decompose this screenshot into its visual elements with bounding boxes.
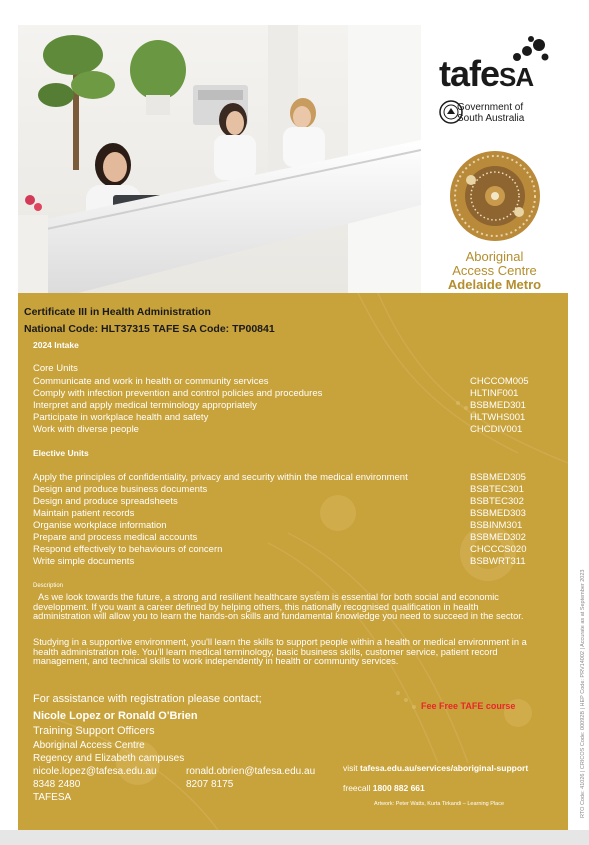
unit-name: Design and produce spreadsheets xyxy=(33,496,178,507)
unit-name: Apply the principles of confidentiality, privacy and security within the medical environment xyxy=(33,472,408,483)
core-units-heading: Core Units xyxy=(33,363,78,374)
aac-line3: Adelaide Metro xyxy=(447,277,542,292)
intake-label: 2024 Intake xyxy=(33,340,79,350)
unit-code: CHCCOM005 xyxy=(470,376,529,387)
unit-code: BSBTEC302 xyxy=(470,496,524,507)
unit-name: Maintain patient records xyxy=(33,508,135,519)
tafesa-logo: tafeSA xyxy=(439,53,534,94)
unit-name: Respond effectively to behaviours of concern xyxy=(33,544,223,555)
unit-code: CHCDIV001 xyxy=(470,424,523,435)
fee-free-badge: Fee Free TAFE course xyxy=(421,701,516,711)
unit-code: BSBMED302 xyxy=(470,532,526,543)
unit-code: BSBMED305 xyxy=(470,472,526,483)
unit-name: Work with diverse people xyxy=(33,424,139,435)
contact-campuses: Regency and Elizabeth campuses xyxy=(33,753,185,764)
unit-code: BSBWRT311 xyxy=(470,556,526,567)
unit-name: Interpret and apply medical terminology appropriately xyxy=(33,400,257,411)
unit-name: Design and produce business documents xyxy=(33,484,208,495)
unit-code: HLTWHS001 xyxy=(470,412,526,423)
unit-name: Organise workplace information xyxy=(33,520,167,531)
email-nicole-link[interactable]: nicole.lopez@tafesa.edu.au xyxy=(33,766,157,777)
unit-code: BSBMED303 xyxy=(470,508,526,519)
contact-centre: Aboriginal Access Centre xyxy=(33,740,145,751)
aac-line1: Aboriginal xyxy=(465,249,524,264)
aac-line2: Access Centre xyxy=(452,263,537,278)
unit-name: Prepare and process medical accounts xyxy=(33,532,198,543)
unit-name: Comply with infection prevention and control policies and procedures xyxy=(33,388,323,399)
unit-name: Participate in workplace health and safety xyxy=(33,412,209,423)
description-paragraph-2: Studying in a supportive environment, you'll learn the skills to support people within a health or medical environment in a health administration role. You'll learn medical terminology, basic business skills, customer service, patient record management, and technical skills to work independently in health or community services. xyxy=(33,637,527,667)
description-paragraph-1: As we look towards the future, a strong and resilient healthcare system is essential for both social and economic development. If you want a career defined by helping others, this nationally recognised qualification in health administration will allow you to learn the hands-on skills and fundamental knowledge you need to succeed in the sector. xyxy=(33,592,524,622)
org-name: TAFESA xyxy=(33,792,72,803)
course-codes: National Code: HLT37315 TAFE SA Code: TP00841 xyxy=(24,323,275,335)
unit-code: HLTINF001 xyxy=(470,388,519,399)
phone-ronald: 8207 8175 xyxy=(186,779,234,790)
course-title: Certificate III in Health Administration xyxy=(24,306,211,318)
contact-intro: For assistance with registration please contact; xyxy=(33,693,262,705)
artwork-credit: Artwork: Peter Watts, Kurta Tirkandi – Learning Place xyxy=(374,801,505,807)
page-bottom-edge xyxy=(0,830,589,845)
rto-side-note: RTO Code: 41026 | CRICOS Code: 00092B | HEP Code: PRV14002 | Accurate as at September 2023 xyxy=(580,569,586,818)
visit-website-link[interactable]: visit tafesa.edu.au/services/aboriginal-support xyxy=(343,763,529,773)
elective-units-heading: Elective Units xyxy=(33,448,89,458)
course-info-panel xyxy=(18,293,568,830)
aboriginal-artwork-emblem-icon xyxy=(449,150,541,242)
hero-photo xyxy=(18,25,421,293)
unit-code: CHCCCS020 xyxy=(470,544,527,555)
email-ronald-link[interactable]: ronald.obrien@tafesa.edu.au xyxy=(186,766,316,777)
phone-nicole: 8348 2480 xyxy=(33,779,81,790)
unit-code: BSBTEC301 xyxy=(470,484,524,495)
unit-name: Communicate and work in health or community services xyxy=(33,376,269,387)
government-of-sa-text: Government of South Australia xyxy=(457,102,525,124)
contact-role: Training Support Officers xyxy=(33,725,155,737)
freecall-number: freecall 1800 882 661 xyxy=(343,783,425,793)
unit-name: Write simple documents xyxy=(33,556,135,567)
unit-code: BSBMED301 xyxy=(470,400,526,411)
logo-panel xyxy=(421,25,568,293)
unit-code: BSBINM301 xyxy=(470,520,523,531)
description-label: Description xyxy=(33,583,64,589)
contact-names: Nicole Lopez or Ronald O'Brien xyxy=(33,710,198,722)
